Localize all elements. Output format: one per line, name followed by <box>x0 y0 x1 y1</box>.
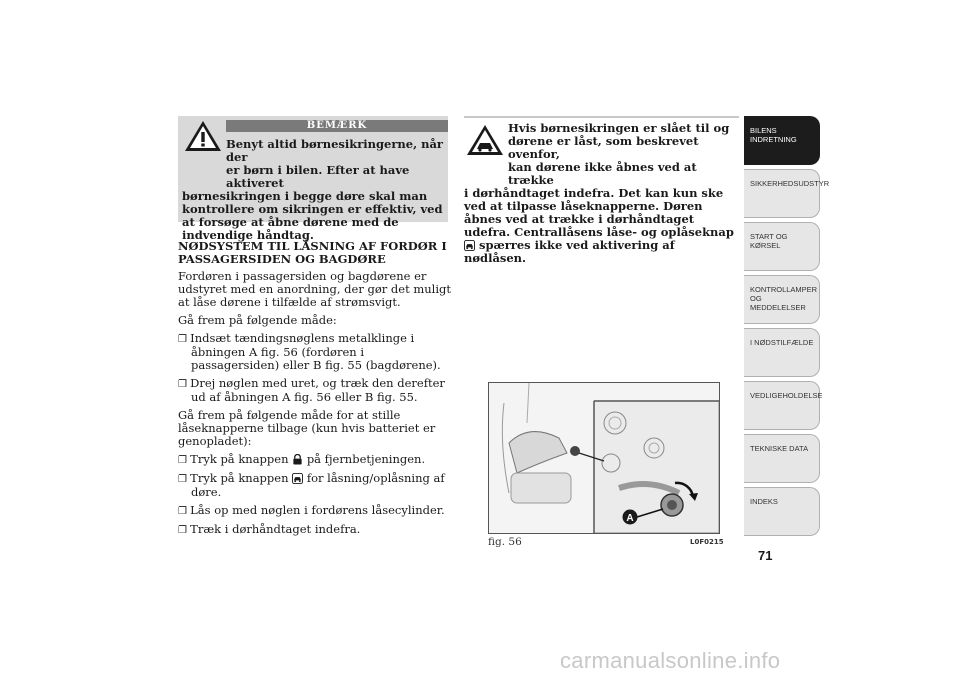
right-warning <box>464 116 739 265</box>
tab-vedligeholdelse[interactable]: VEDLIGEHOLDELSE <box>744 381 820 430</box>
tab-kontrollamper[interactable]: KONTROLLAMPER OG MEDDELELSER <box>744 275 820 324</box>
figure-56 <box>488 382 720 534</box>
section-para-1: Fordøren i passagersiden og bagdørene er udstyret med en anordning, der gør det muligt at låse dørene i tilfælde af strømsvigt. <box>178 269 452 309</box>
checkbox-bullet-icon: ❐ <box>178 379 191 390</box>
list-item: ❐ Indsæt tændingsnøglens metalklinge i åbningen A fig. 56 (fordøren i passagersiden) eller B fig. 55 (bagdørene). <box>178 331 441 372</box>
note-line-1: Benyt altid børnesikringerne, når der <box>226 137 443 164</box>
note-header: BEMÆRK <box>226 120 448 132</box>
tab-tekniske-data[interactable]: TEKNISKE DATA <box>744 434 820 483</box>
tab-start-og-korsel[interactable]: START OG KØRSEL <box>744 222 820 271</box>
right-line-1: Hvis børnesikringen er slået til og <box>508 121 730 135</box>
door-lock-illustration <box>489 383 719 533</box>
checkbox-bullet-icon: ❐ <box>178 474 191 485</box>
note-box <box>178 116 448 242</box>
figure-code: L0F0215 <box>690 538 724 546</box>
right-rest-pre: i dørhåndtaget indefra. Det kan kun ske ved at tilpasse låseknapperne. Døren åbnes ved at trække i dørhåndtaget udefra. Centrallåsens låse- og oplåseknap <box>464 186 734 239</box>
note-rest: børnesikringen i begge døre skal man kontrollere om sikringen er effektiv, ved at forsøge at åbne dørene med de indvendige håndtag. <box>182 189 443 242</box>
right-warning-text <box>464 122 739 265</box>
divider <box>464 116 739 118</box>
padlock-icon <box>292 454 303 465</box>
tab-bilens-indretning[interactable]: BILENS INDRETNING <box>744 116 820 165</box>
section-para-3: Gå frem på følgende måde for at stille låseknapperne tilbage (kun hvis batteriet er genopladet): <box>178 408 436 448</box>
car-lock-icon <box>464 240 475 251</box>
page-number: 71 <box>758 548 773 563</box>
right-line-2: dørene er låst, som beskrevet ovenfor, <box>508 134 699 161</box>
list-item: ❐ Lås op med nøglen i fordørens låsecylinder. <box>178 503 445 517</box>
checkbox-bullet-icon: ❐ <box>178 525 191 536</box>
watermark: carmanualsonline.info <box>560 648 781 673</box>
checkbox-bullet-icon: ❐ <box>178 506 191 517</box>
tab-indeks[interactable]: INDEKS <box>744 487 820 536</box>
checkbox-bullet-icon: ❐ <box>178 334 191 345</box>
note-line-2: er børn i bilen. Efter at have aktiveret <box>226 163 410 190</box>
list-item: ❐ Tryk på knappen for låsning/oplåsning af døre. <box>178 471 445 499</box>
right-line-3: kan dørene ikke åbnes ved at trække <box>508 160 697 187</box>
list-item: ❐ Tryk på knappen på fjernbetjeningen. <box>178 452 426 466</box>
figure-label: A <box>626 513 634 524</box>
section-tabs <box>744 116 830 540</box>
list-item: ❐ Træk i dørhåndtaget indefra. <box>178 522 361 536</box>
note-text <box>182 138 446 242</box>
tab-i-nodstilfaelde[interactable]: I NØDSTILFÆLDE <box>744 328 820 377</box>
car-lock-icon <box>292 473 303 484</box>
list-item: ❐ Drej nøglen med uret, og træk den derefter ud af åbningen A fig. 56 eller B fig. 55. <box>178 376 445 404</box>
section-para-2: Gå frem på følgende måde: <box>178 313 337 327</box>
section-heading: NØDSYSTEM TIL LÅSNING AF FORDØR I PASSAGERSIDEN OG BAGDØRE <box>178 239 447 266</box>
right-rest-post: spærres ikke ved aktivering af nødlåsen. <box>464 238 675 265</box>
figure-caption: fig. 56 <box>488 536 522 548</box>
left-column <box>178 240 454 542</box>
checkbox-bullet-icon: ❐ <box>178 455 191 466</box>
tab-sikkerhedsudstyr[interactable]: SIKKERHEDSUDSTYR <box>744 169 820 218</box>
